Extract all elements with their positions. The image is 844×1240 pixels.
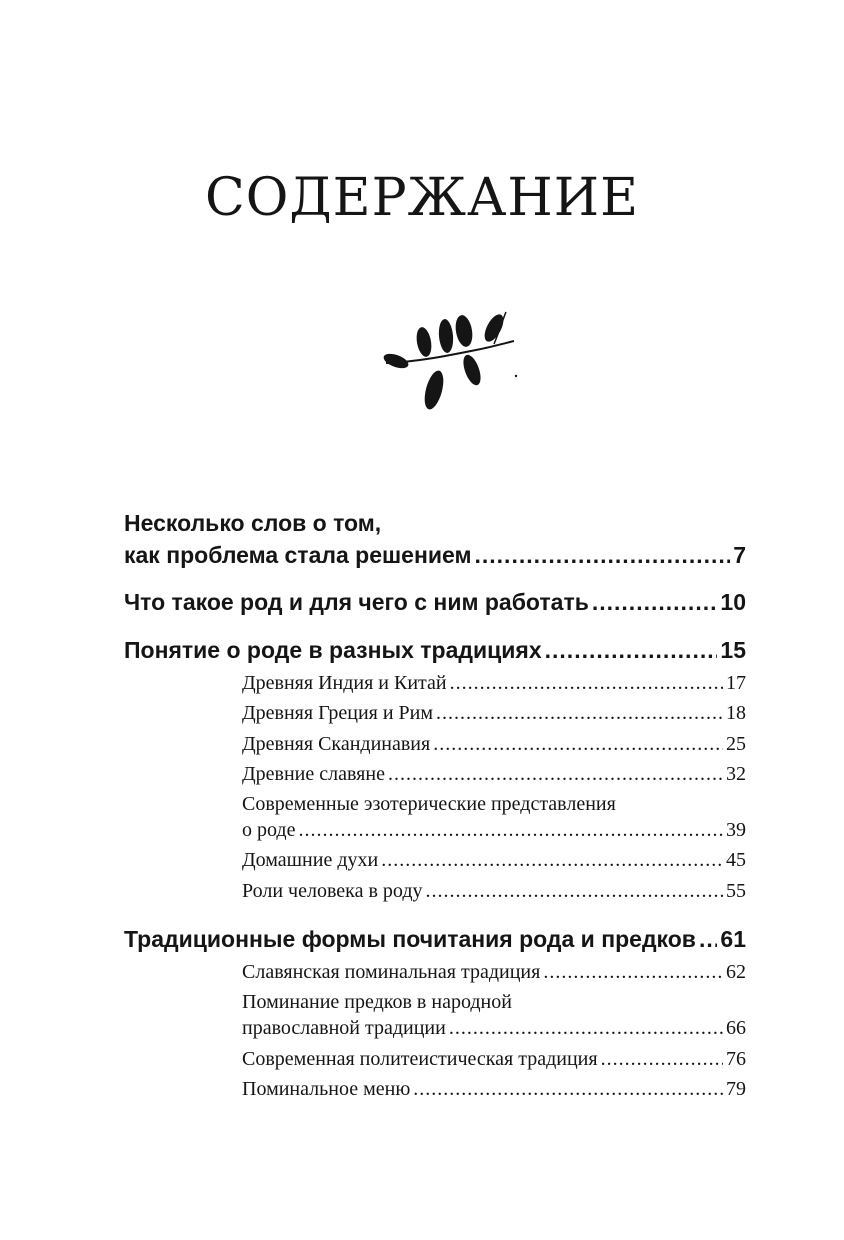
toc-ch3-sub-5[interactable] xyxy=(242,819,746,842)
dot-leader xyxy=(450,672,723,695)
toc-sub-page: 45 xyxy=(726,849,746,871)
dot-leader xyxy=(433,733,723,756)
toc-ch3-sub-7[interactable] xyxy=(242,880,746,903)
dot-leader xyxy=(381,849,723,872)
page-title: СОДЕРЖАНИЕ xyxy=(204,168,640,228)
toc-ch3[interactable] xyxy=(124,637,746,664)
dot-leader xyxy=(592,589,718,616)
toc-sub-label: Современная политеистическая традиция xyxy=(242,1048,598,1070)
toc-ch4-page: 61 xyxy=(720,926,746,952)
toc-ch1[interactable] xyxy=(124,542,746,569)
toc-ch1-label: как проблема стала решением xyxy=(124,542,472,568)
leaf-branch-icon xyxy=(376,306,520,416)
dot-leader xyxy=(298,819,723,842)
toc-sub-label: Древняя Скандинавия xyxy=(242,733,431,755)
toc-sub-label: Роли человека в роду xyxy=(242,880,423,902)
toc-ch3-sub-2[interactable] xyxy=(242,702,746,725)
toc-sub-label: Древняя Греция и Рим xyxy=(242,702,434,724)
toc-ch3-sub-3[interactable] xyxy=(242,733,746,756)
toc-ch4-sub-4[interactable] xyxy=(242,1078,746,1101)
toc-ch3-sub-6[interactable] xyxy=(242,849,746,872)
toc-ch3-label: Понятие о роде в разных традициях xyxy=(124,637,542,663)
toc-ch4-sub-3[interactable] xyxy=(242,1048,746,1071)
toc-sub-page: 79 xyxy=(726,1078,746,1100)
toc-ch4-sub-2[interactable] xyxy=(242,1017,746,1040)
toc-sub-page: 18 xyxy=(726,702,746,724)
dot-leader xyxy=(699,926,717,953)
dot-leader xyxy=(601,1048,723,1071)
toc-sub-page: 39 xyxy=(726,819,746,841)
toc-ch1-line1-label: Несколько слов о том, xyxy=(124,510,382,536)
dot-leader xyxy=(543,961,723,984)
toc-ch2-page: 10 xyxy=(720,589,746,615)
toc-sub-label: православной традиции xyxy=(242,1017,446,1039)
dot-leader xyxy=(475,542,731,569)
toc-ch3-sub-4[interactable] xyxy=(242,763,746,786)
toc-ch1-page: 7 xyxy=(733,542,746,568)
toc-ch4[interactable] xyxy=(124,926,746,953)
toc-sub-label: Поминальное меню xyxy=(242,1078,411,1100)
toc-ch4-sub-2-line1[interactable] xyxy=(242,991,746,1014)
toc-sub-page: 32 xyxy=(726,763,746,785)
dot-leader xyxy=(436,702,723,725)
dot-leader xyxy=(426,880,724,903)
toc-sub-label: Славянская поминальная традиция xyxy=(242,961,541,983)
toc-ch3-sub-5-line1[interactable] xyxy=(242,793,746,816)
toc-sub-label: о роде xyxy=(242,819,296,841)
dot-leader xyxy=(545,637,718,664)
toc-sub-label: Древняя Индия и Китай xyxy=(242,672,447,694)
toc-sub-page: 55 xyxy=(726,880,746,902)
toc-sub-page: 17 xyxy=(726,672,746,694)
toc-sub-label: Древние славяне xyxy=(242,763,385,785)
toc-ch1-line1[interactable] xyxy=(124,510,746,537)
toc-ch4-sub-1[interactable] xyxy=(242,961,746,984)
dot-leader xyxy=(449,1017,723,1040)
toc-sub-label: Домашние духи xyxy=(242,849,379,871)
toc-sub-page: 62 xyxy=(726,961,746,983)
toc-sub-label: Современные эзотерические представления xyxy=(242,793,616,815)
toc-sub-label: Поминание предков в народной xyxy=(242,991,512,1013)
toc-ch4-label: Традиционные формы почитания рода и предков xyxy=(124,926,696,952)
dot-leader xyxy=(413,1078,723,1101)
toc-ch2-label: Что такое род и для чего с ним работать xyxy=(124,589,589,615)
dot-leader xyxy=(388,763,723,786)
toc-ch2[interactable] xyxy=(124,589,746,616)
toc-sub-page: 66 xyxy=(726,1017,746,1039)
toc-sub-page: 76 xyxy=(726,1048,746,1070)
toc-sub-page: 25 xyxy=(726,733,746,755)
toc-ch3-sub-1[interactable] xyxy=(242,672,746,695)
toc-ch3-page: 15 xyxy=(720,637,746,663)
